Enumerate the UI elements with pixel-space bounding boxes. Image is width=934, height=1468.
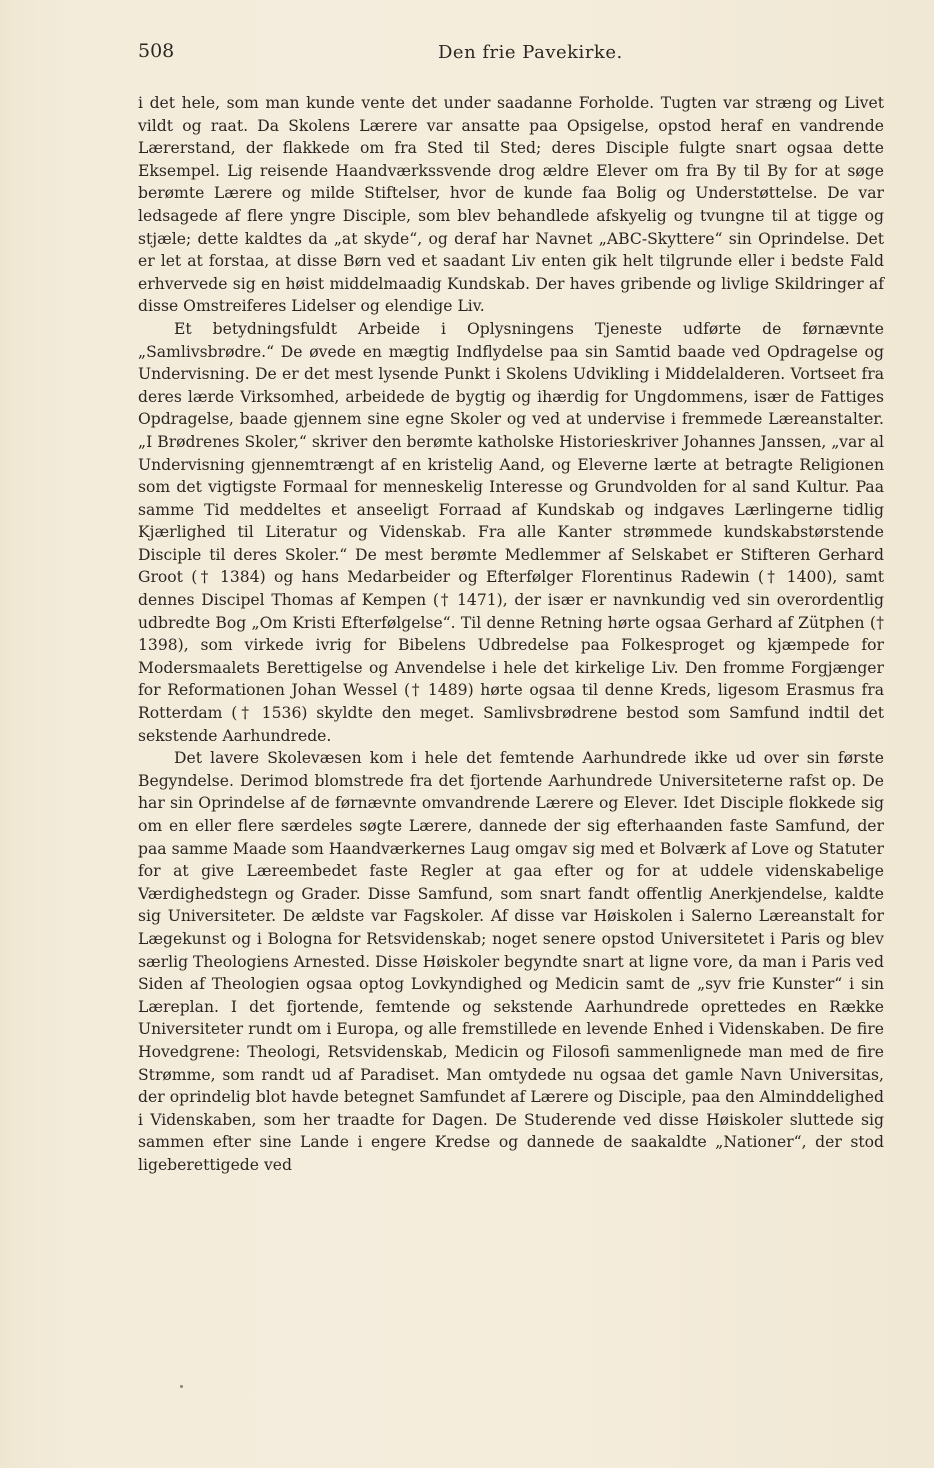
paragraph-1: i det hele, som man kunde vente det under saadanne Forholde. Tugten var stræng og Livet vildt og raat. Da Skolens Lærere var ansatte paa Opsigelse, opstod heraf en vandrende Lærerstand, der flakkede om fra Sted til Sted; deres Disciple fulgte snart ogsaa dette Eksempel. Lig reisende Haandværkssvende drog ældre Elever om fra By til By for at søge berømte Lærere og milde Stiftelser, hvor de kunde faa Bolig og Understøttelse. De var ledsagede af flere yngre Disciple, som blev behandlede afskyelig og tvungne til at tigge og stjæle; dette kaldtes da „at skyde“, og deraf har Navnet „ABC-Skyttere“ sin Oprindelse. Det er let at forstaa, at disse Børn ved et saadant Liv enten gik helt tilgrunde eller i bedste Fald erhvervede sig en høist middelmaadig Kundskab. Der haves gribende og livlige Skildringer af disse Omstreiferes Lidelser og elendige Liv. <box>138 94 884 316</box>
page-header <box>138 40 884 70</box>
paper-speck <box>180 1385 183 1388</box>
page-number: 508 <box>138 40 175 62</box>
paragraph-2: Et betydningsfuldt Arbeide i Oplysningens Tjeneste udførte de førnævnte „Samlivsbrødre.“ De øvede en mægtig Indflydelse paa sin Samtid baade ved Opdragelse og Undervisning. De er det mest lysende Punkt i Skolens Udvikling i Middelalderen. Vortseet fra deres lærde Virksomhed, arbeidede de bygtig og ihærdig for Ungdommens, især de Fattiges Opdragelse, baade gjennem sine egne Skoler og ved at undervise i fremmede Læreanstalter. „I Brødrenes Skoler,“ skriver den berømte katholske Historieskriver Johannes Janssen, „var al Undervisning gjennemtrængt af en kristelig Aand, og Eleverne lærte at betragte Religionen som det vigtigste Formaal for menneskelig Interesse og Grundvolden for al sand Kultur. Paa samme Tid meddeltes et anseeligt Forraad af Kundskab og indgaves Lærlingerne tidlig Kjærlighed til Literatur og Videnskab. Fra alle Kanter strømmede kundskabstørstende Disciple til deres Skoler.“ De mest berømte Medlemmer af Selskabet er Stifteren Gerhard Groot († 1384) og hans Medarbeider og Efterfølger Florentinus Radewin († 1400), samt dennes Discipel Thomas af Kempen († 1471), der især er navnkundig ved sin overordentlig udbredte Bog „Om Kristi Efterfølgelse“. Til denne Retning hørte ogsaa Gerhard af Zütphen († 1398), som virkede ivrig for Bibelens Udbredelse paa Folkesproget og kjæmpede for Modersmaalets Berettigelse og Anvendelse i hele det kirkelige Liv. Den fromme Forgjænger for Reformationen Johan Wessel († 1489) hørte ogsaa til denne Kreds, ligesom Erasmus fra Rotterdam († 1536) skyldte den meget. Samlivsbrødrene bestod som Samfund indtil det sekstende Aarhundrede. <box>138 319 884 745</box>
body-text <box>138 92 884 1177</box>
running-title: Den frie Pavekirke. <box>438 42 623 63</box>
paragraph-3: Det lavere Skolevæsen kom i hele det femtende Aarhundrede ikke ud over sin første Begyndelse. Derimod blomstrede fra det fjortende Aarhundrede Universiteterne rafst op. De har sin Oprindelse af de førnævnte omvandrende Lærere og Elever. Idet Disciple flokkede sig om en eller flere særdeles søgte Lærere, dannede der sig efterhaanden faste Samfund, der paa samme Maade som Haandværkernes Laug omgav sig med et Bolværk af Love og Statuter for at give Læreembedet faste Regler at gaa efter og for at uddele videnskabelige Værdighedstegn og Grader. Disse Samfund, som snart fandt offentlig Anerkjendelse, kaldte sig Universiteter. De ældste var Fagskoler. Af disse var Høiskolen i Salerno Læreanstalt for Lægekunst og i Bologna for Retsvidenskab; noget senere opstod Universitetet i Paris og blev særlig Theologiens Arnested. Disse Høiskoler begyndte snart at ligne vore, da man i Paris ved Siden af Theologien ogsaa optog Lovkyndighed og Medicin samt de „syv frie Kunster“ i sin Læreplan. I det fjortende, femtende og sekstende Aarhundrede oprettedes en Række Universiteter rundt om i Europa, og alle fremstillede en levende Enhed i Videnskaben. De fire Hovedgrene: Theologi, Retsvidenskab, Medicin og Filosofi sammenlignede man med de fire Strømme, som randt ud af Paradiset. Man omtydede nu ogsaa det gamle Navn Universitas, der oprindelig blot havde betegnet Samfundet af Lærere og Disciple, paa den Alminddelighed i Videnskaben, som her traadte for Dagen. De Studerende ved disse Høiskoler sluttede sig sammen efter sine Lande i engere Kredse og dannede de saakaldte „Nationer“, der stod ligeberettigede ved <box>138 749 884 1174</box>
